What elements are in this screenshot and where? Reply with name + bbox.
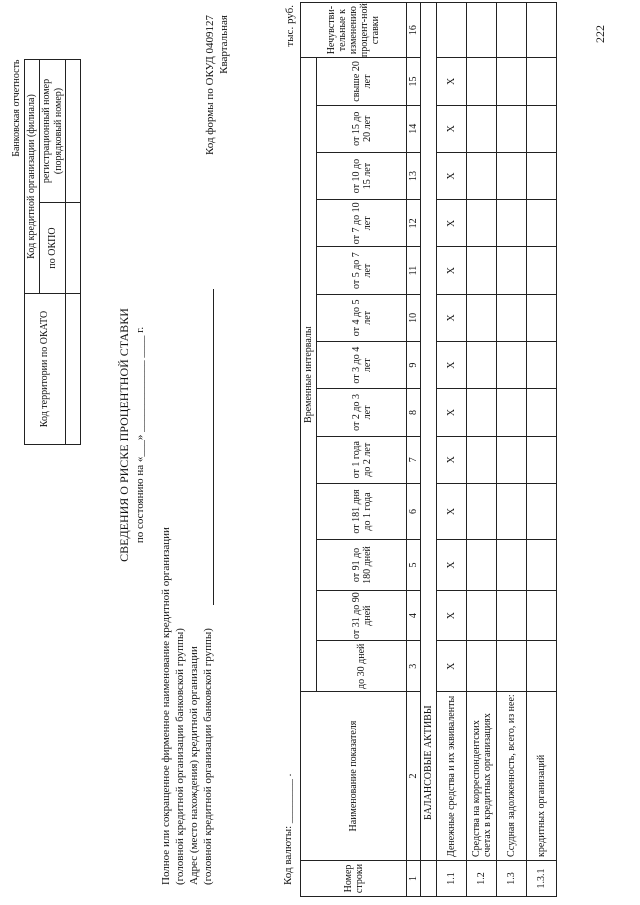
interval-header: до 30 дней	[317, 641, 407, 692]
table-cell: X	[437, 105, 467, 152]
bank-reporting-label: Банковская отчетность	[11, 59, 22, 157]
table-cell	[467, 294, 497, 341]
table-cell	[467, 247, 497, 294]
column-number: 8	[407, 389, 421, 436]
table-cell	[527, 483, 557, 539]
table-cell: X	[437, 436, 467, 483]
okato-value	[66, 294, 81, 445]
row-number: 1.2	[467, 860, 497, 896]
table-cell	[527, 436, 557, 483]
interval-header: от 91 до 180 дней	[317, 540, 407, 591]
table-row	[437, 3, 467, 897]
interval-header: от 5 до 7 лет	[317, 247, 407, 294]
insensitive-header: Нечувстви-тельные к изменению процент-ной ставки	[301, 3, 407, 58]
page-number: 222	[593, 25, 607, 43]
row-number-header: Номер строки	[301, 860, 407, 896]
table-cell	[527, 389, 557, 436]
table-cell	[497, 590, 527, 641]
column-number: 15	[407, 58, 421, 105]
table-cell: X	[437, 590, 467, 641]
org-name-line2: (головной кредитной организации банковской группы)	[174, 628, 186, 885]
column-number: 1	[407, 860, 421, 896]
table-row	[527, 3, 557, 897]
interval-header: от 31 до 90 дней	[317, 590, 407, 641]
table-cell	[527, 58, 557, 105]
table-cell	[467, 436, 497, 483]
column-number: 11	[407, 247, 421, 294]
table-cell	[467, 152, 497, 199]
table-cell: X	[437, 294, 467, 341]
table-cell	[527, 105, 557, 152]
table-cell	[497, 641, 527, 692]
org-name-line1: Полное или сокращенное фирменное наименование кредитной организации	[160, 527, 172, 885]
interval-header: свыше 20 лет	[317, 58, 407, 105]
table-cell	[467, 3, 497, 58]
table-cell	[527, 200, 557, 247]
org-underline	[213, 289, 214, 605]
table-cell	[467, 58, 497, 105]
table-cell	[497, 483, 527, 539]
table-cell	[497, 436, 527, 483]
org-address-line2: (головной кредитной организации банковской группы)	[202, 628, 214, 885]
row-number: 1.3.1	[527, 860, 557, 896]
table-cell: X	[437, 389, 467, 436]
table-row	[467, 3, 497, 897]
interval-header: от 1 года до 2 лет	[317, 436, 407, 483]
okpo-value	[66, 203, 81, 294]
section-number	[421, 860, 437, 896]
row-label: Ссудная задолженность, всего, из нее:	[497, 692, 527, 861]
table-cell: X	[437, 641, 467, 692]
table-cell	[497, 152, 527, 199]
table-cell	[527, 152, 557, 199]
okpo-header: по ОКПО	[40, 203, 66, 294]
row-label: Средства на корреспондентских счетах в кредитных организациях	[467, 692, 497, 861]
page-title: СВЕДЕНИЯ О РИСКЕ ПРОЦЕНТНОЙ СТАВКИ	[117, 308, 131, 562]
row-label: Денежные средства и их эквиваленты	[437, 692, 467, 861]
interval-header: от 3 до 4 лет	[317, 342, 407, 389]
table-cell	[497, 58, 527, 105]
table-row	[497, 3, 527, 897]
column-number: 14	[407, 105, 421, 152]
reporting-stamp-table	[10, 59, 81, 445]
table-cell	[497, 105, 527, 152]
table-cell	[497, 389, 527, 436]
column-number: 5	[407, 540, 421, 591]
interest-rate-risk-table	[300, 2, 557, 897]
table-cell	[497, 294, 527, 341]
column-number: 4	[407, 590, 421, 641]
interval-header: от 15 до 20 лет	[317, 105, 407, 152]
table-cell: X	[437, 152, 467, 199]
interval-header: от 181 дня до 1 года	[317, 483, 407, 539]
column-number: 2	[407, 692, 421, 861]
table-cell: X	[437, 540, 467, 591]
org-address-line1: Адрес (место нахождения) кредитной организации	[188, 646, 200, 885]
table-cell	[527, 540, 557, 591]
column-number: 9	[407, 342, 421, 389]
table-cell	[467, 641, 497, 692]
table-cell	[527, 342, 557, 389]
row-label: кредитных организаций	[527, 692, 557, 861]
interval-header: от 10 до 15 лет	[317, 152, 407, 199]
table-cell	[467, 200, 497, 247]
indicator-name-header: Наименование показателя	[301, 692, 407, 861]
table-cell	[497, 3, 527, 58]
code-label: Код кредитной организации (филиала)	[25, 60, 40, 294]
table-cell: X	[437, 247, 467, 294]
table-cell: X	[437, 200, 467, 247]
table-cell	[467, 590, 497, 641]
table-cell	[467, 105, 497, 152]
column-number: 10	[407, 294, 421, 341]
table-cell	[527, 3, 557, 58]
table-cell	[467, 483, 497, 539]
currency-label: Код валюты: ________ .	[282, 773, 294, 885]
units-label: тыс. руб.	[284, 5, 296, 47]
row-number: 1.1	[437, 860, 467, 896]
reg-number-header: регистрационный номер (порядковый номер)	[40, 60, 66, 203]
interval-header: от 7 до 10 лет	[317, 200, 407, 247]
column-number: 16	[407, 3, 421, 58]
column-number: 12	[407, 200, 421, 247]
table-cell	[497, 540, 527, 591]
table-cell	[467, 540, 497, 591]
column-number: 13	[407, 152, 421, 199]
table-cell	[497, 342, 527, 389]
form-period: Квартальная	[218, 15, 230, 74]
reg-number-value	[66, 60, 81, 203]
table-cell	[497, 247, 527, 294]
table-cell	[527, 641, 557, 692]
table-cell: X	[437, 342, 467, 389]
column-number: 3	[407, 641, 421, 692]
form-code: Код формы по ОКУД 0409127	[204, 15, 216, 156]
intervals-header: Временные интервалы	[301, 58, 317, 692]
table-cell: X	[437, 58, 467, 105]
date-line: по состоянию на «___» _____________ ____ г.	[134, 326, 146, 544]
table-cell	[437, 3, 467, 58]
interval-header: от 2 до 3 лет	[317, 389, 407, 436]
row-number: 1.3	[497, 860, 527, 896]
table-cell	[497, 200, 527, 247]
column-numbers-row	[407, 3, 421, 897]
table-cell	[467, 389, 497, 436]
okato-header: Код территории по ОКАТО	[25, 294, 66, 445]
table-cell	[527, 247, 557, 294]
section-heading: БАЛАНСОВЫЕ АКТИВЫ	[421, 3, 437, 861]
interval-header: от 4 до 5 лет	[317, 294, 407, 341]
table-cell: X	[437, 483, 467, 539]
table-cell	[467, 342, 497, 389]
table-cell	[527, 294, 557, 341]
table-cell	[527, 590, 557, 641]
column-number: 7	[407, 436, 421, 483]
column-number: 6	[407, 483, 421, 539]
